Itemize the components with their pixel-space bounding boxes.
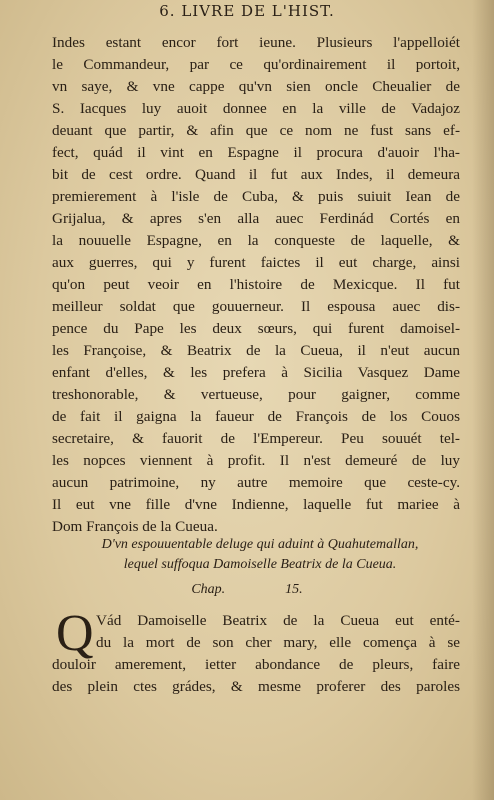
text-line: les Françoise, & Beatrix de la Cueua, il n'eut aucun xyxy=(52,342,460,359)
text-line: pence du Pape les deux sœurs, qui furent damoisel- xyxy=(52,320,460,337)
chapter-title-line: lequel suffoqua Damoiselle Beatrix de la Cueua. xyxy=(123,557,397,572)
text-line: aux guerres, qui y furent faictes il eut charge, ainsi xyxy=(52,254,460,271)
text-line: aucun patrimoine, ny autre memoire que ceste-cy. xyxy=(52,474,460,491)
text-line: Vád Damoiselle Beatrix de la Cueua eut enté- xyxy=(96,612,460,629)
chapter-label: Chap. xyxy=(191,582,226,597)
text-line: douloir amerement, ietter abondance de pleurs, faire xyxy=(52,656,460,673)
text-line: Dom François de la Cueua. xyxy=(52,518,218,535)
text-line: du la mort de son cher mary, elle comença à se xyxy=(96,634,460,651)
text-line: treshonorable, & vertueuse, pour gaigner, comme xyxy=(52,386,460,403)
text-line: enfant d'elles, & les prefera à Sicilia Vasquez Dame xyxy=(52,364,460,381)
running-header: 6. LIVRE DE L'HIST. xyxy=(159,2,335,20)
text-line: qu'on peut veoir en l'histoire de Mexicque. Il fut xyxy=(52,276,460,293)
text-line: Grijalua, & apres s'en alla auec Ferdinád Cortés en xyxy=(52,210,460,227)
text-line: premierement à l'isle de Cuba, & puis suiuit Iean de xyxy=(52,188,460,205)
main-text xyxy=(52,32,460,538)
chapter-heading xyxy=(60,535,460,575)
section-text xyxy=(52,605,460,698)
chapter-title-line: D'vn espouuentable deluge qui aduint à Quahutemallan, xyxy=(101,537,419,552)
text-line: meilleur soldat que gouuerneur. Il espousa auec dis- xyxy=(52,298,460,315)
text-line: des plein ctes grádes, & mesme proferer des paroles xyxy=(52,678,460,695)
text-line: Indes estant encor fort ieune. Plusieurs l'appelloiét xyxy=(52,34,460,51)
page-edge-shadow xyxy=(472,0,494,800)
text-line: le Commandeur, par ce qu'ordinairement il portoit, xyxy=(52,56,460,73)
text-line: fect, quád il vint en Espagne il procura d'auoir l'ha- xyxy=(52,144,460,161)
text-line: Il eut vne fille d'vne Indienne, laquelle fut mariee à xyxy=(52,496,460,513)
drop-cap: Q xyxy=(56,605,94,662)
text-line: les nopces viennent à profit. Il n'est demeuré de luy xyxy=(52,452,460,469)
text-line: S. Iacques luy auoit donnee en la ville de Vadajoz xyxy=(52,100,460,117)
text-line: deuant que partir, & afin que ce nom ne fust sans ef- xyxy=(52,122,460,139)
text-line: la nouuelle Espagne, en la conqueste de laquelle, & xyxy=(52,232,460,249)
text-line: de fait il gaigna la faueur de François de los Couos xyxy=(52,408,460,425)
text-line: vn saye, & vne cappe qu'vn sien oncle Cheualier de xyxy=(52,78,460,95)
text-line: secretaire, & fauorit de l'Empereur. Peu souuét tel- xyxy=(52,430,460,447)
chapter-number xyxy=(0,582,494,598)
chapter-number-value: 15. xyxy=(285,582,303,597)
text-line: bit de cest ordre. Quand il fut aux Indes, il demeura xyxy=(52,166,460,183)
